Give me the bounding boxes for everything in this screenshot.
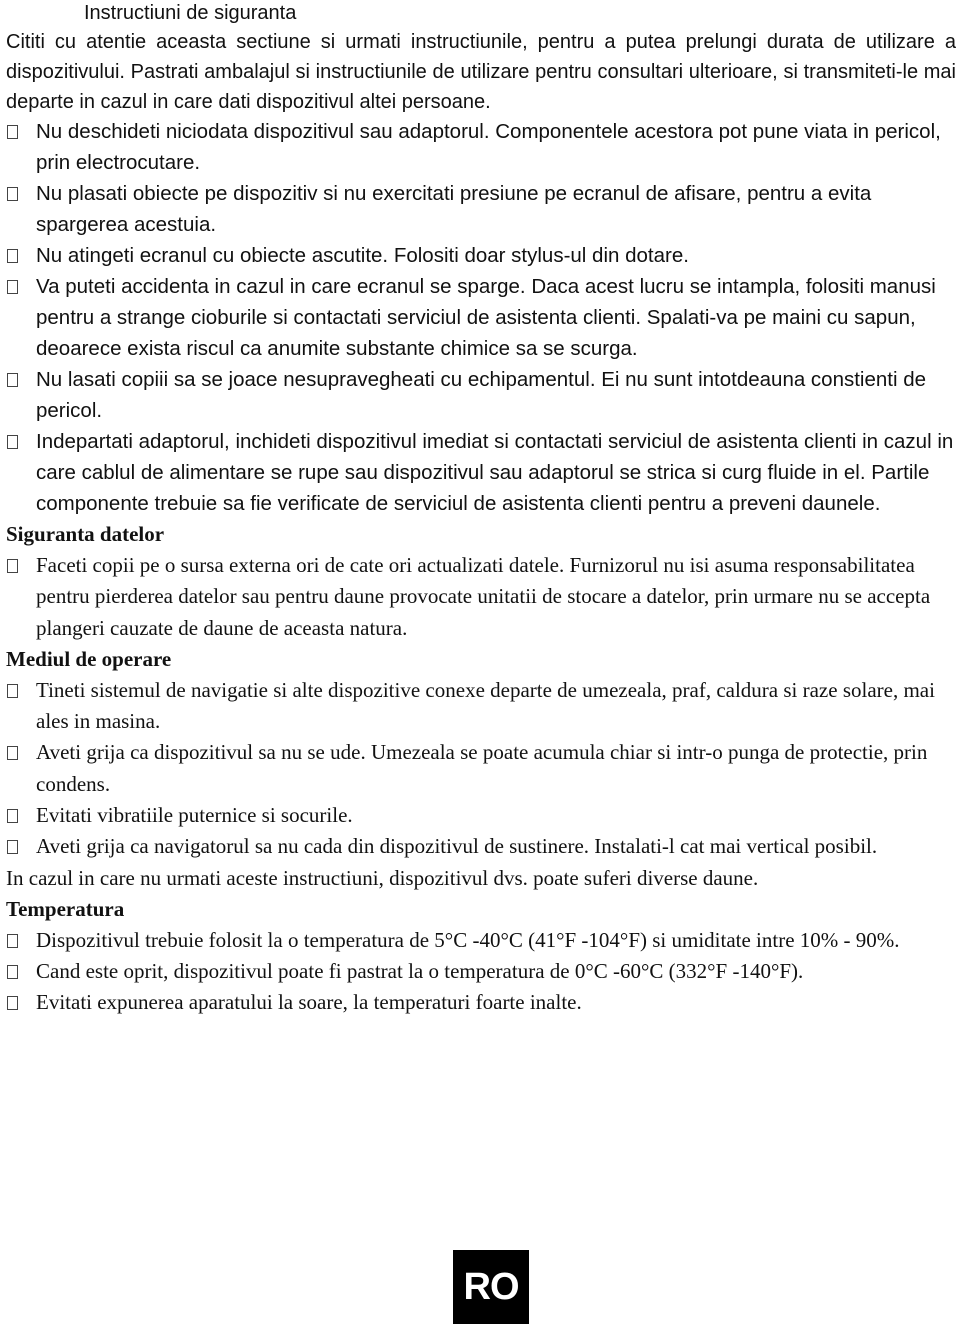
bullet-box-icon [7,684,18,698]
bullet-box-icon [7,996,18,1010]
section-heading-data-safety: Siguranta datelor [6,522,165,546]
list-item: Va puteti accidenta in cazul in care ecranul se sparge. Daca acest lucru se intampla, folositi manusi pentru a strange cioburile si contactati serviciul de asistenta clienti. Spalati-va pe maini cu sapun, deoarece exista riscul ca anumite substante chimice sa se scurga. [6,271,956,364]
bullet-box-icon [7,934,18,948]
bullet-box-icon [7,187,18,201]
list-item: Faceti copii pe o sursa externa ori de cate ori actualizati datele. Furnizorul nu isi asuma responsabilitatea pentru pierderea datelor sau pentru daune provocate unitatii de stocare a datelor, prin urmare nu se accepta plangeri cauzate de daune de aceasta natura. [6,550,956,644]
list-item: Nu atingeti ecranul cu obiecte ascutite. Folositi doar stylus-ul din dotare. [6,240,956,271]
language-badge: RO [453,1250,529,1324]
list-item: Evitati expunerea aparatului la soare, la temperaturi foarte inalte. [6,987,956,1018]
section-heading-temperature: Temperatura [6,896,125,921]
bullet-box-icon [7,809,18,823]
bullet-box-icon [7,125,18,139]
bullet-box-icon [7,746,18,760]
section-heading-environment: Mediul de operare [6,646,172,671]
list-item: Cand este oprit, dispozitivul poate fi pastrat la o temperatura de 0°C -60°C (332°F -140°F). [6,956,956,987]
list-item: Tineti sistemul de navigatie si alte dispozitive conexe departe de umezeala, praf, caldura si raze solare, mai ales in masina. [6,675,956,738]
list-item: Aveti grija ca navigatorul sa nu cada din dispozitivul de sustinere. Instalati-l cat mai vertical posibil. [6,831,956,862]
document-page [6,0,956,1019]
bullet-box-icon [7,373,18,387]
bullet-box-icon [7,965,18,979]
intro-paragraph: Cititi cu atentie aceasta sectiune si urmati instructiunile, pentru a putea prelungi durata de utilizare a dispozitivului. Pastrati ambalajul si instructiunile de utilizare pentru consultari ulterioare, si transmiteti-le mai departe in cazul in care dati dispozitivul altei persoane. [6,31,956,113]
bullet-box-icon [7,280,18,294]
bullet-box-icon [7,435,18,449]
bullet-box-icon [7,840,18,854]
list-item: Indepartati adaptorul, inchideti dispozitivul imediat si contactati serviciul de asistenta clienti in cazul in care cablul de alimentare se rupe sau dispozitivul sau adaptorul se strica si curg fluide in el. Partile componente trebuie sa fie verificate de serviciul de asistenta clienti pentru a preveni daunele. [6,426,956,519]
list-item: Nu plasati obiecte pe dispozitiv si nu exercitati presiune pe ecranul de afisare, pentru a evita spargerea acestuia. [6,178,956,240]
list-item: Nu deschideti niciodata dispozitivul sau adaptorul. Componentele acestora pot pune viata in pericol, prin electrocutare. [6,116,956,178]
bullet-box-icon [7,559,18,573]
list-item: Dispozitivul trebuie folosit la o temperatura de 5°C -40°C (41°F -104°F) si umiditate intre 10% - 90%. [6,925,956,956]
list-item: Evitati vibratiile puternice si socurile. [6,800,956,831]
list-item: Nu lasati copiii sa se joace nesupravegheati cu echipamentul. Ei nu sunt intotdeauna constienti de pericol. [6,364,956,426]
environment-note: In cazul in care nu urmati aceste instructiuni, dispozitivul dvs. poate suferi diverse daune. [6,865,759,890]
page-title: Instructiuni de siguranta [84,2,297,24]
list-item: Aveti grija ca dispozitivul sa nu se ude. Umezeala se poate acumula chiar si intr-o punga de protectie, prin condens. [6,737,956,800]
bullet-box-icon [7,249,18,263]
